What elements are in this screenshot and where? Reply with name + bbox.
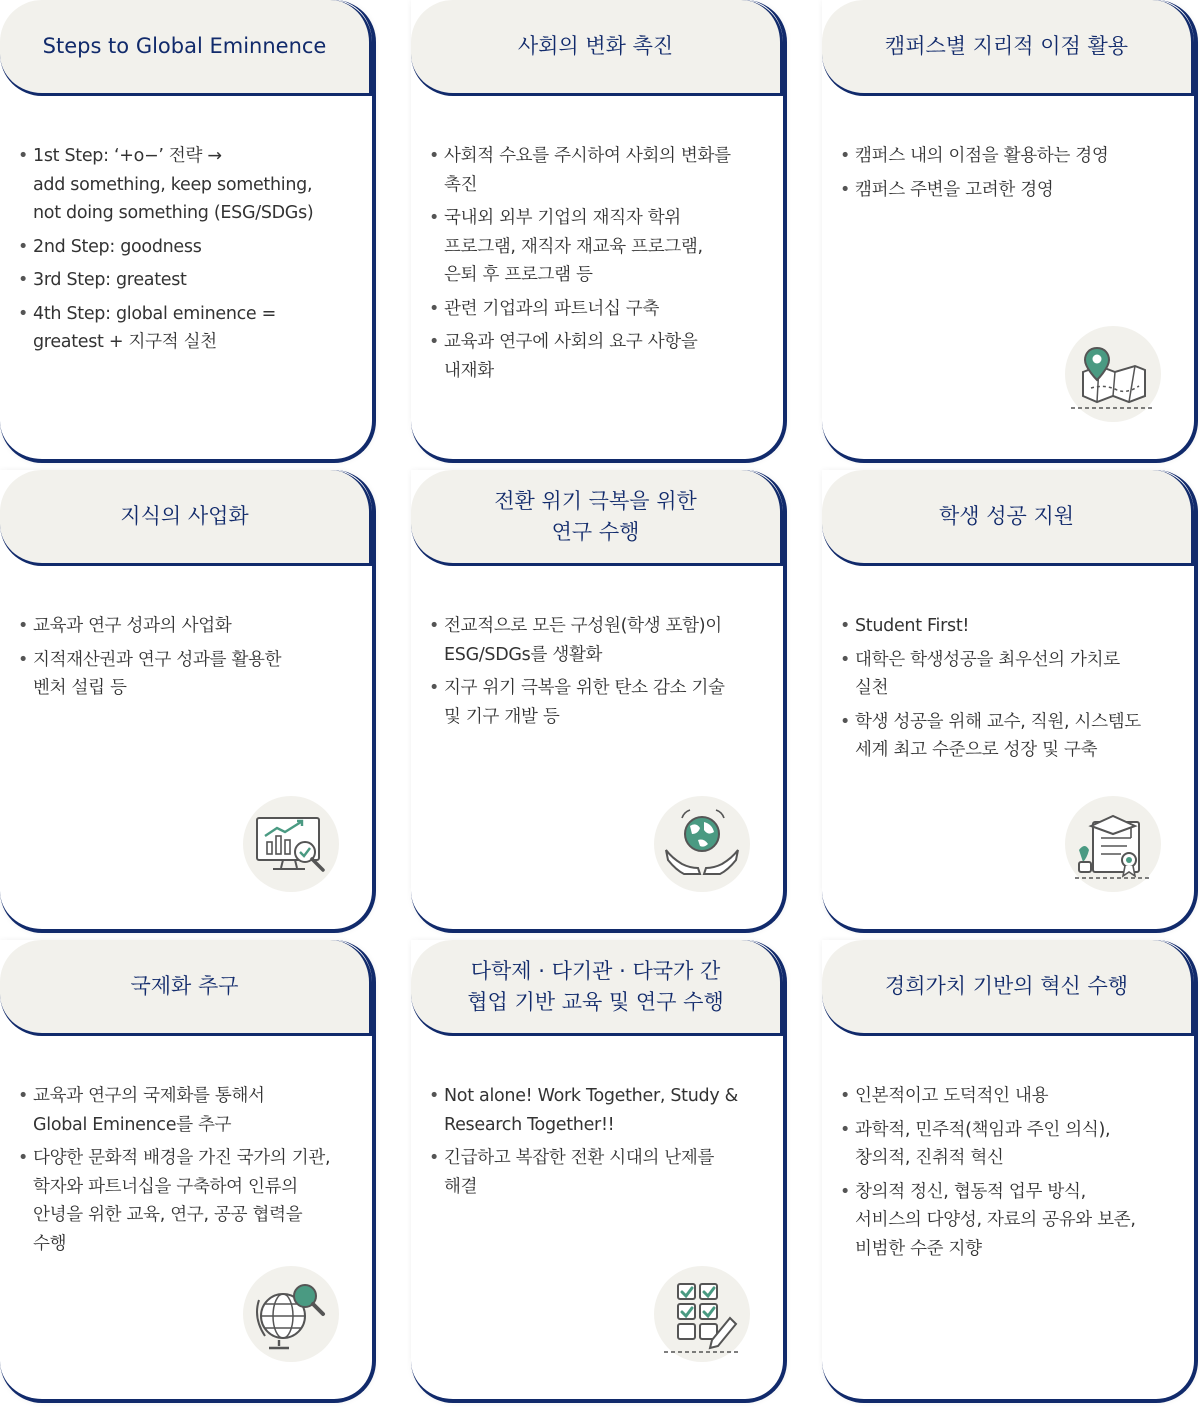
bullet-item: • 관련 기업과의 파트너십 구축 xyxy=(427,295,765,324)
card-internationalization xyxy=(0,940,376,1403)
card-body xyxy=(838,612,1176,770)
card-title: 사회의 변화 촉진 xyxy=(517,34,674,58)
card-title: 캠퍼스별 지리적 이점 활용 xyxy=(884,34,1129,58)
card-header xyxy=(822,940,1194,1036)
bullet-item: • 국내외 외부 기업의 재직자 학위 프로그램, 재직자 재교육 프로그램, 은퇴 후 프로그램 등 xyxy=(427,204,765,290)
bullet-item: • 교육과 연구의 국제화를 통해서 Global Eminence를 추구 xyxy=(16,1082,354,1139)
card-title: Steps to Global Eminnence xyxy=(42,34,327,58)
bullet-item: • 4th Step: global eminence = greatest + 지구적 실천 xyxy=(16,300,354,357)
map-pin-icon xyxy=(1065,326,1161,422)
bullet-item: • 창의적 정신, 협동적 업무 방식, 서비스의 다양성, 자료의 공유와 보존, 비범한 수준 지향 xyxy=(838,1178,1176,1264)
card-student-success xyxy=(822,470,1198,933)
chart-monitor-icon xyxy=(243,796,339,892)
globe-hands-icon xyxy=(654,796,750,892)
bullet-item: • 캠퍼스 주변을 고려한 경영 xyxy=(838,176,1176,205)
bullet-list xyxy=(16,142,354,357)
bullet-item: • 긴급하고 복잡한 전환 시대의 난제를 해결 xyxy=(427,1144,765,1201)
bullet-list xyxy=(427,142,765,385)
card-collaboration xyxy=(411,940,787,1403)
checklist-grid-icon xyxy=(654,1266,750,1362)
globe-magnifier-icon xyxy=(243,1266,339,1362)
bullet-item: • 지구 위기 극복을 위한 탄소 감소 기술 및 기구 개발 등 xyxy=(427,674,765,731)
card-title: 지식의 사업화 xyxy=(120,504,249,528)
card-body xyxy=(427,142,765,390)
bullet-item: • 1st Step: ‘+o−’ 전략 → add something, keep something, not doing something (ESG/SDGs) xyxy=(16,142,354,228)
bullet-list xyxy=(16,612,354,703)
bullet-item: • 대학은 학생성공을 최우선의 가치로 실천 xyxy=(838,646,1176,703)
card-header xyxy=(411,470,783,566)
bullet-list xyxy=(838,142,1176,204)
card-body xyxy=(16,612,354,708)
card-header xyxy=(0,0,372,96)
bullet-item: • 3rd Step: greatest xyxy=(16,266,354,295)
card-header xyxy=(0,940,372,1036)
card-body xyxy=(16,142,354,362)
card-header xyxy=(411,940,783,1036)
card-header xyxy=(411,0,783,96)
card-header xyxy=(0,470,372,566)
bullet-item: • 전교적으로 모든 구성원(학생 포함)이 ESG/SDGs를 생활화 xyxy=(427,612,765,669)
bullet-list xyxy=(427,1082,765,1201)
card-title: 경희가치 기반의 혁신 수행 xyxy=(884,974,1129,998)
card-steps-to-global-eminence xyxy=(0,0,376,463)
bullet-item: • 인본적이고 도덕적인 내용 xyxy=(838,1082,1176,1111)
bullet-item: • 교육과 연구에 사회의 요구 사항을 내재화 xyxy=(427,328,765,385)
bullet-item: • 학생 성공을 위해 교수, 직원, 시스템도 세계 최고 수준으로 성장 및 구축 xyxy=(838,708,1176,765)
card-campus-geography xyxy=(822,0,1198,463)
card-kyunghee-value-innovation xyxy=(822,940,1198,1403)
bullet-list xyxy=(838,612,1176,765)
bullet-item: • 교육과 연구 성과의 사업화 xyxy=(16,612,354,641)
bullet-list xyxy=(16,1082,354,1258)
bullet-item: • 캠퍼스 내의 이점을 활용하는 경영 xyxy=(838,142,1176,171)
card-body xyxy=(427,612,765,736)
bullet-item: • Student First! xyxy=(838,612,1176,641)
card-social-change xyxy=(411,0,787,463)
graduation-certificate-icon xyxy=(1065,796,1161,892)
card-body xyxy=(427,1082,765,1206)
bullet-item: • 지적재산권과 연구 성과를 활용한 벤처 설립 등 xyxy=(16,646,354,703)
card-body xyxy=(838,142,1176,209)
card-title: 학생 성공 지원 xyxy=(938,504,1075,528)
bullet-item: • Not alone! Work Together, Study & Research Together!! xyxy=(427,1082,765,1139)
bullet-item: • 2nd Step: goodness xyxy=(16,233,354,262)
bullet-item: • 다양한 문화적 배경을 가진 국가의 기관, 학자와 파트너십을 구축하여 인류의 안녕을 위한 교육, 연구, 공공 협력을 수행 xyxy=(16,1144,354,1258)
card-transition-crisis-research xyxy=(411,470,787,933)
card-title: 전환 위기 극복을 위한 연구 수행 xyxy=(494,488,697,544)
bullet-item: • 과학적, 민주적(책임과 주인 의식), 창의적, 진취적 혁신 xyxy=(838,1116,1176,1173)
card-knowledge-commercialization xyxy=(0,470,376,933)
bullet-item: • 사회적 수요를 주시하여 사회의 변화를 촉진 xyxy=(427,142,765,199)
card-body xyxy=(16,1082,354,1263)
card-header xyxy=(822,470,1194,566)
card-body xyxy=(838,1082,1176,1268)
bullet-list xyxy=(838,1082,1176,1263)
card-title: 국제화 추구 xyxy=(130,974,239,998)
card-title: 다학제 · 다기관 · 다국가 간 협업 기반 교육 및 연구 수행 xyxy=(467,958,724,1014)
bullet-list xyxy=(427,612,765,731)
card-header xyxy=(822,0,1194,96)
